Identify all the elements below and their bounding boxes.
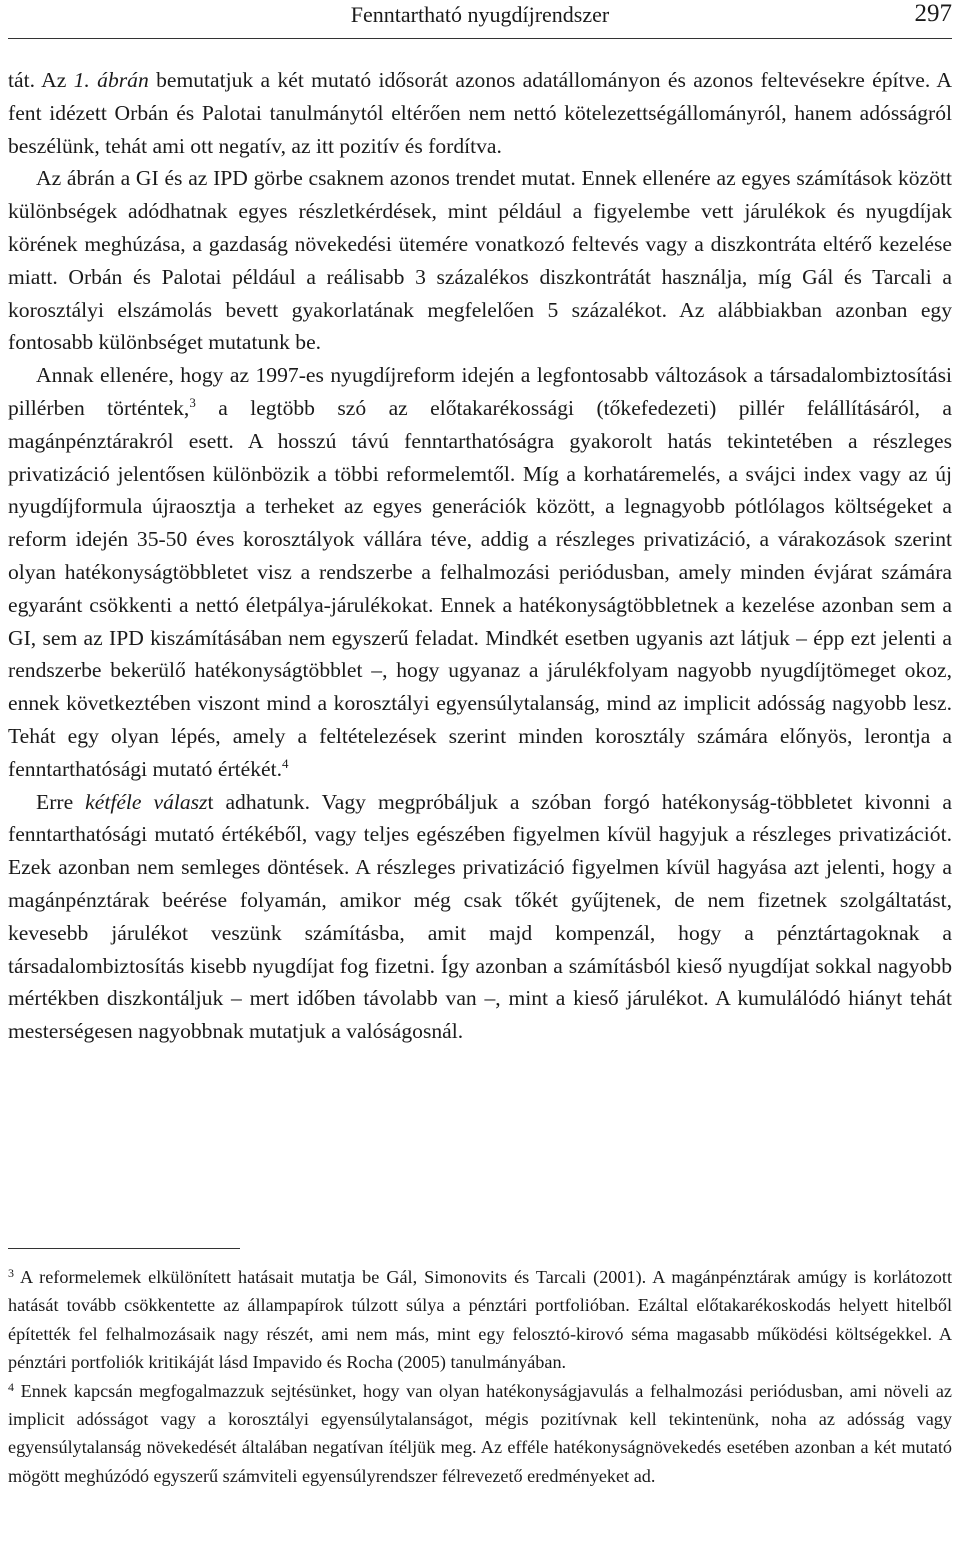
footnote-4-number: 4	[8, 1379, 14, 1394]
figure-reference: 1. ábrán	[73, 68, 149, 92]
paragraph-3-rest: a legtöbb szó az előtakarékossági (tőkefedezeti) pillér felállításáról, a magánpénztárakról esett. A hosszú távú fenntarthatóságra gyakorolt hatás tekintetében a részleges privatizáció jelentősen különbözik a többi reformelemtől. Míg a korhatáremelés, a svájci index vagy az új nyugdíjformula újraosztja a terheket az egyes generációk között, a legnagyobb pótlólagos költségeket a reform idején 35-50 éves korosztályok vállára téve, addig a részleges privatizáció, a várakozások szerint olyan hatékonyságtöbbletet visz a rendszerbe a felhalmozási periódusban, amely minden évjárat számára egyaránt csökkenti a nettó életpálya-járulékokat. Ennek a hatékonyságtöbbletnek a kezelése azonban sem a GI, sem az IPD kiszámításában nem egyszerű feladat. Mindkét esetben ugyanis azt látjuk – épp ezt jelenti a rendszerbe bekerülő hatékonyságtöbblet –, hogy ugyanaz a járulékfolyam nagyobb nyugdíjtömeget okoz, ennek következtében viszont mind a korosztályi egyensúlytalanság, mind az implicit adósság nagyobb lesz. Tehát egy olyan lépés, amely a feltételezések szerint minden korosztály számára előnyös, lerontja a fenntarthatósági mutató értékét.	[8, 395, 953, 781]
footnote-ref-3: 3	[189, 394, 196, 410]
paragraph-3-start: Annak ellenére, hogy az 1997-es nyugdíjreform idején a legfontosabb változások a társadalombiztosítási pillérben történtek,	[8, 363, 952, 420]
footnotes	[8, 1263, 952, 1490]
paragraph-2: Az ábrán a GI és az IPD görbe csaknem azonos trendet mutat. Ennek ellenére az egyes számítások között különbségek adódhatnak egyes részletkérdések, mint például a figyelembe vett járulékok és nyugdíjak körének meghúzása, a gazdaság növekedési ütemére vonatkozó feltevés vagy a diszkontráta eltérő kezelése miatt. Orbán és Palotai például a reálisabb 3 százalékos diszkontrátát használja, míg Gál és Tarcali a korosztályi elszámolás bevett gyakorlatának megfelelően 5 százalékot. Az alábbiakban azonban egy fontosabb különbséget mutatunk be.	[8, 166, 952, 355]
paragraph-1	[8, 64, 952, 162]
emphasis-text: kétféle válasz	[85, 789, 208, 814]
paragraph-4	[8, 786, 952, 1048]
paragraph-4-start: Erre	[36, 789, 86, 814]
footnote-4	[8, 1377, 952, 1491]
footnote-separator	[8, 1248, 240, 1249]
footnote-3-number: 3	[8, 1266, 14, 1280]
footnote-4-text: Ennek kapcsán megfogalmazzuk sejtésünket, hogy van olyan hatékonyságjavulás a felhalmozási periódusban, ami növeli az implicit adósságot vagy a korosztályi egyensúlytalanságot, mégis pozitívnak kell tekintenünk, noha az adósság vagy egyensúlytalanság növekedését általában negatívan ítéljük meg. Az efféle hatékonyságnövekedés esetében azonban a két mutató mögött meghúzódó egyszerű számviteli egyensúlyrendszer félrevezető eredményeket ad.	[8, 1380, 952, 1486]
footnote-3	[8, 1263, 952, 1377]
paragraph-4-rest: t adhatunk. Vagy megpróbáljuk a szóban forgó hatékonyság-többletet kivonni a fenntarthatósági mutató értékéből, vagy teljes egészében figyelmen kívül hagyjuk a részleges privatizációt. Ezek azonban nem semleges döntések. A részleges privatizáció figyelmen kívül hagyása azt jelenti, hogy a magánpénztárak beérése folyamán, amikor még csak tőkét gyűjtenek, de nem fizetnek szolgáltatást, kevesebb járulékot veszünk számításba, amit majd kompenzál, hogy a pénztártagoknak a társadalombiztosítás kisebb nyugdíjat fog fizetni. Így azonban a számításból kieső nyugdíjat sokkal nagyobb mértékben diszkontáljuk – mert időben távolabb van –, mint a kieső járulékot. A kumulálódó hiányt tehát mesterségesen nagyobbnak mutatjuk a valóságosnál.	[8, 789, 953, 1044]
paragraph-1-start: tát. Az	[8, 68, 74, 92]
body-text	[8, 64, 952, 1048]
page-header	[8, 0, 952, 39]
footnote-ref-4: 4	[282, 755, 289, 771]
footnote-3-text: A reformelemek elkülönített hatásait mutatja be Gál, Simonovits és Tarcali (2001). A magánpénztárak amúgy is korlátozott hatását tovább csökkentette az állampapírok túlzott súlya a pénztári portfolióban. Ezáltal előtakarékoskodás helyett hitelből építették fel felhalmozásaik nagy részét, ami nem más, mint egy felosztó-kirovó séma magasabb működési költségekkel. A pénztári portfoliók kritikáját lásd Impavido és Rocha (2005) tanulmányában.	[8, 1267, 952, 1373]
paragraph-1-rest: bemutatjuk a két mutató idősorát azonos adatállományon és azonos feltevésekre építve. A fent idézett Orbán és Palotai tanulmánytól eltérően nem nettó kötelezettségállományról, hanem adósságról beszélünk, tehát ami ott negatív, az itt pozitív és fordítva.	[8, 68, 953, 158]
page-number: 297	[914, 0, 952, 27]
paragraph-3	[8, 359, 952, 785]
running-title: Fenntartható nyugdíjrendszer	[350, 2, 610, 27]
